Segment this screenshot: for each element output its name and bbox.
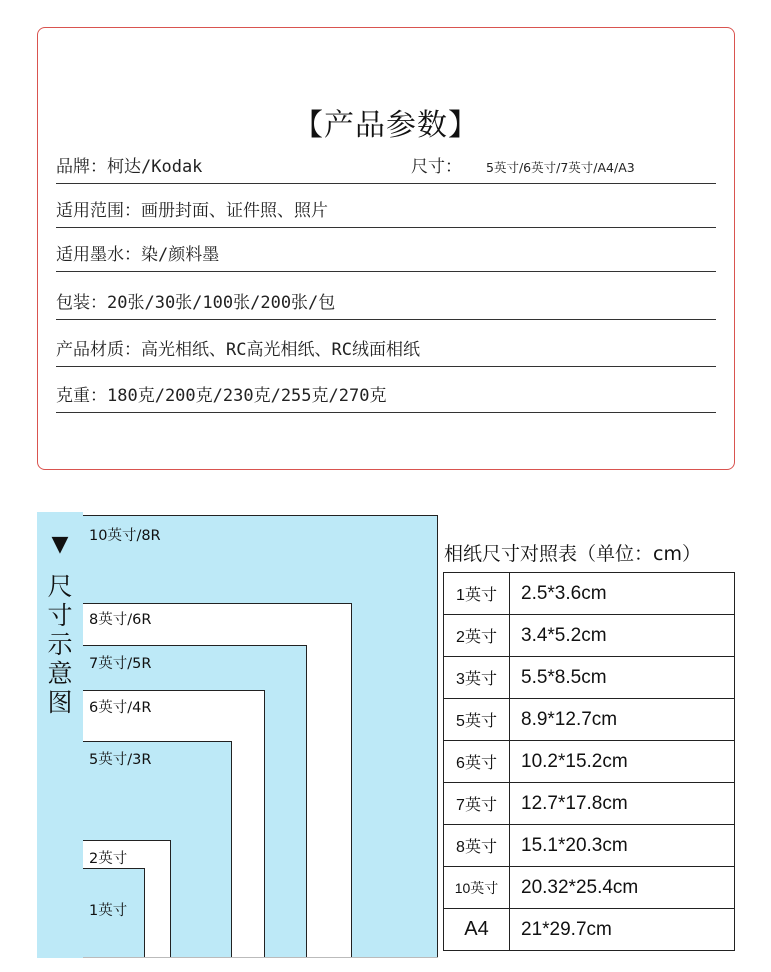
size-cell: 3英寸 xyxy=(444,657,510,699)
dimension-cell: 3.4*5.2cm xyxy=(510,615,735,657)
size-diagram-title: 尺 寸 示 意 图 xyxy=(47,572,73,717)
param-row-brand xyxy=(56,140,716,184)
dimension-cell: 12.7*17.8cm xyxy=(510,783,735,825)
dimension-cell: 5.5*8.5cm xyxy=(510,657,735,699)
down-arrow-icon: ▼ xyxy=(51,532,69,557)
usage-text: 适用范围：画册封面、证件照、照片 xyxy=(56,201,328,221)
dimension-cell: 8.9*12.7cm xyxy=(510,699,735,741)
size-table xyxy=(443,572,735,951)
dimension-cell: 15.1*20.3cm xyxy=(510,825,735,867)
size-cell: 10英寸 xyxy=(444,867,510,909)
material-text: 产品材质：高光相纸、RC高光相纸、RC绒面相纸 xyxy=(56,340,420,360)
param-row-ink xyxy=(56,228,716,272)
dimension-cell: 2.5*3.6cm xyxy=(510,573,735,615)
dimension-cell: 10.2*15.2cm xyxy=(510,741,735,783)
table-row xyxy=(444,699,735,741)
size-cell: 7英寸 xyxy=(444,783,510,825)
package-text: 包装：20张/30张/100张/200张/包 xyxy=(56,293,336,313)
table-row xyxy=(444,783,735,825)
size-cell: 5英寸 xyxy=(444,699,510,741)
ink-text: 适用墨水：染/颜料墨 xyxy=(56,245,220,265)
param-row-weight xyxy=(56,369,716,413)
table-row xyxy=(444,741,735,783)
size-label-5in: 5英寸/3R xyxy=(89,752,152,768)
brand-text: 品牌：柯达/Kodak xyxy=(56,157,203,177)
size-cell: A4 xyxy=(444,909,510,951)
diagram-baseline xyxy=(83,957,438,958)
weight-text: 克重：180克/200克/230克/255克/270克 xyxy=(56,386,387,406)
size-cell: 2英寸 xyxy=(444,615,510,657)
table-row xyxy=(444,867,735,909)
size-label-8in: 8英寸/6R xyxy=(89,612,152,628)
size-label-10in: 10英寸/8R xyxy=(89,528,161,544)
size-label-6in: 6英寸/4R xyxy=(89,700,152,716)
table-row xyxy=(444,573,735,615)
size-cell: 6英寸 xyxy=(444,741,510,783)
size-label-1in: 1英寸 xyxy=(89,903,128,919)
size-label: 尺寸： xyxy=(411,157,462,177)
table-row xyxy=(444,615,735,657)
table-row xyxy=(444,909,735,951)
dimension-cell: 20.32*25.4cm xyxy=(510,867,735,909)
size-table-title: 相纸尺寸对照表（单位：cm） xyxy=(444,543,701,565)
size-box-1in xyxy=(83,868,145,958)
param-row-usage xyxy=(56,184,716,228)
size-label-2in: 2英寸 xyxy=(89,851,128,867)
param-row-package xyxy=(56,276,716,320)
dimension-cell: 21*29.7cm xyxy=(510,909,735,951)
product-params-card xyxy=(37,27,735,470)
size-cell: 8英寸 xyxy=(444,825,510,867)
params-title: 【产品参数】 xyxy=(293,108,479,143)
size-cell: 1英寸 xyxy=(444,573,510,615)
size-label-7in: 7英寸/5R xyxy=(89,656,152,672)
param-row-material xyxy=(56,323,716,367)
size-diagram-sidebar xyxy=(37,512,83,958)
size-value: 5英寸/6英寸/7英寸/A4/A3 xyxy=(486,160,635,175)
table-row xyxy=(444,657,735,699)
table-row xyxy=(444,825,735,867)
